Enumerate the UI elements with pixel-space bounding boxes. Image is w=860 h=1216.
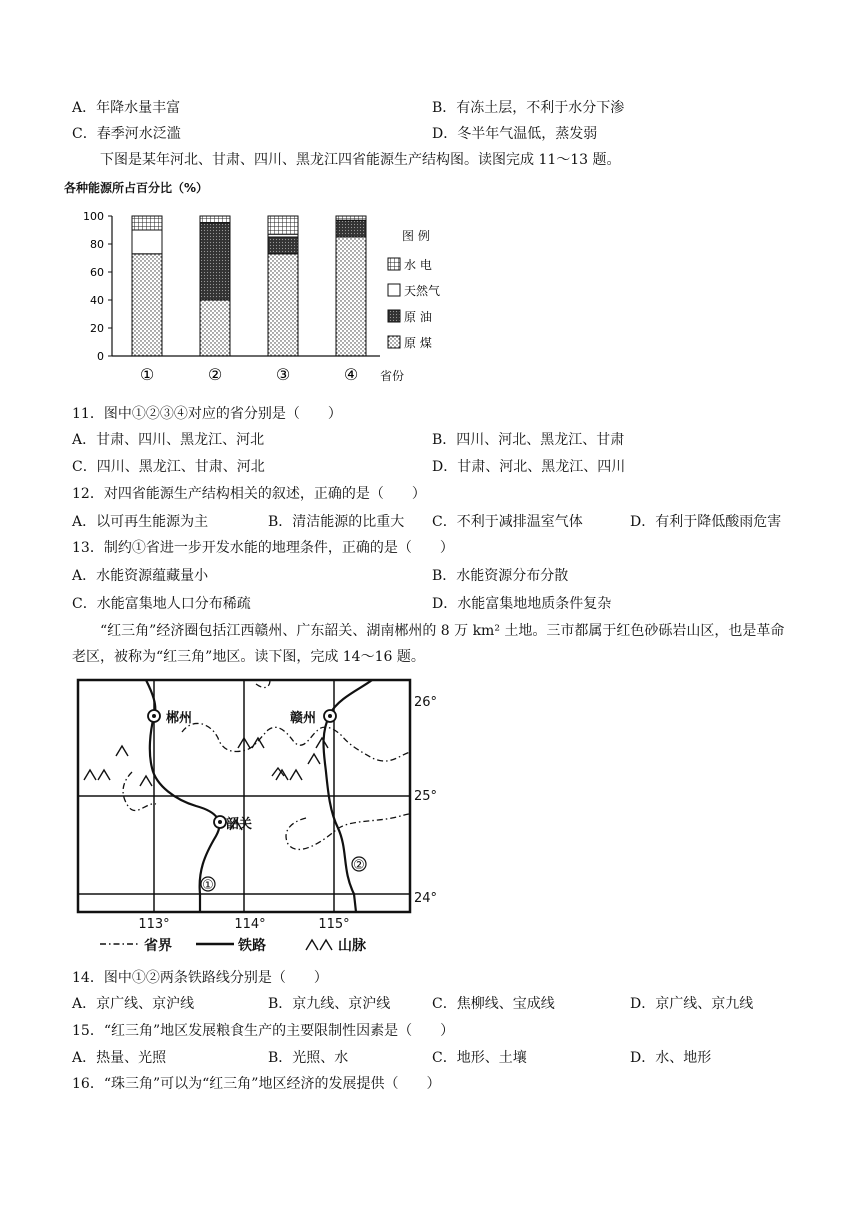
province-border-3 xyxy=(286,814,410,849)
y-tick-label-100: 100 xyxy=(83,210,104,223)
q13-option-a: A．水能资源蕴藏量小 xyxy=(72,568,209,584)
red-triangle-map xyxy=(72,672,452,958)
q10-option-d: D．冬半年气温低，蒸发弱 xyxy=(432,126,598,142)
city-ganzhou-label: 赣州 xyxy=(290,711,317,726)
chart-ylabel: 各种能源所占百分比（%） xyxy=(64,181,209,195)
q12-stem: 12．对四省能源生产结构相关的叙述，正确的是（ ） xyxy=(72,486,426,502)
legend-swatch-1 xyxy=(388,258,400,270)
bar-4-series-2 xyxy=(336,220,366,237)
q11-option-c: C．四川、黑龙江、甘肃、河北 xyxy=(72,459,265,475)
legend-label-3: 原 油 xyxy=(404,310,432,324)
city-ganzhou-marker xyxy=(324,710,336,722)
province-border-2 xyxy=(123,772,156,811)
lon-label-113: 113° xyxy=(138,917,170,932)
x-tick-label-2: ② xyxy=(207,365,223,384)
q15-option-c: C．地形、土壤 xyxy=(432,1050,527,1066)
q14-option-b: B．京九线、京沪线 xyxy=(268,996,391,1012)
q16-stem: 16．“珠三角”可以为“红三角”地区经济的发展提供（ ） xyxy=(72,1076,441,1092)
q14-option-d: D．京广线、京九线 xyxy=(630,996,754,1012)
q13-option-c: C．水能富集地人口分布稀疏 xyxy=(72,596,251,612)
q14-stem: 14．图中①②两条铁路线分别是（ ） xyxy=(72,970,328,986)
bar-3-series-4 xyxy=(268,216,298,234)
bar-3-series-1 xyxy=(268,254,298,356)
q11-option-b: B．四川、河北、黑龙江、甘肃 xyxy=(432,432,625,448)
mountain-7 xyxy=(316,738,328,748)
railway-1-label: ① xyxy=(202,878,214,893)
legend-border-label: 省界 xyxy=(144,938,172,954)
q12-option-c: C．不利于减排温室气体 xyxy=(432,514,583,530)
q15-option-a: A．热量、光照 xyxy=(72,1050,167,1066)
legend-title: 图 例 xyxy=(402,229,430,243)
legend-swatch-3 xyxy=(388,310,400,322)
x-tick-label-4: ④ xyxy=(343,365,359,384)
mountain-2 xyxy=(116,746,128,756)
q10-option-a: A．年降水量丰富 xyxy=(72,100,181,116)
y-tick-label-0: 0 xyxy=(97,350,104,363)
lat-label-24: 24° xyxy=(414,891,438,906)
intro-energy-chart: 下图是某年河北、甘肃、四川、黑龙江四省能源生产结构图。读图完成 11～13 题。 xyxy=(100,152,621,168)
city-shaoguan-label: 韶关 xyxy=(226,817,253,832)
railway-2-label: ② xyxy=(353,858,365,873)
lon-label-115: 115° xyxy=(318,917,350,932)
q13-stem: 13．制约①省进一步开发水能的地理条件，正确的是（ ） xyxy=(72,540,454,556)
q12-option-b: B．清洁能源的比重大 xyxy=(268,514,405,530)
q10-option-b: B．有冻土层，不利于水分下渗 xyxy=(432,100,625,116)
energy-structure-chart xyxy=(62,178,462,390)
q11-option-d: D．甘肃、河北、黑龙江、四川 xyxy=(432,459,626,475)
mountain-3 xyxy=(140,776,152,786)
bar-1-series-4 xyxy=(132,216,162,230)
y-tick-label-80: 80 xyxy=(90,238,104,251)
legend-railway-label: 铁路 xyxy=(238,938,266,954)
map-legend xyxy=(100,937,367,954)
y-tick-label-40: 40 xyxy=(90,294,104,307)
city-shaoguan-marker xyxy=(214,816,226,828)
bar-2-series-4 xyxy=(200,216,230,223)
bar-1-series-1 xyxy=(132,254,162,356)
chart-xlabel: 省份 xyxy=(380,369,405,383)
bar-3-series-2 xyxy=(268,237,298,254)
q12-option-a: A．以可再生能源为主 xyxy=(72,514,209,530)
city-chenzhou-marker xyxy=(148,710,160,722)
bar-1-series-3 xyxy=(132,230,162,254)
city-chenzhou-label: 郴州 xyxy=(166,711,193,726)
q13-option-b: B．水能资源分布分散 xyxy=(432,568,569,584)
y-tick-label-60: 60 xyxy=(90,266,104,279)
chart-legend xyxy=(388,228,440,350)
q12-option-d: D．有利于降低酸雨危害 xyxy=(630,514,782,530)
mountain-1 xyxy=(84,770,110,780)
q11-option-a: A．甘肃、四川、黑龙江、河北 xyxy=(72,432,265,448)
province-border-1 xyxy=(182,723,410,761)
y-tick-label-20: 20 xyxy=(90,322,104,335)
x-tick-label-3: ③ xyxy=(275,365,291,384)
bar-4-series-1 xyxy=(336,237,366,356)
legend-mountain-label: 山脉 xyxy=(338,938,366,954)
q15-option-b: B．光照、水 xyxy=(268,1050,349,1066)
bar-2-series-1 xyxy=(200,300,230,356)
bar-2-series-2 xyxy=(200,223,230,300)
legend-label-2: 天然气 xyxy=(404,284,441,298)
lon-label-114: 114° xyxy=(234,917,266,932)
q15-option-d: D．水、地形 xyxy=(630,1050,712,1066)
lat-label-25: 25° xyxy=(414,789,438,804)
q10-option-c: C．春季河水泛滥 xyxy=(72,126,181,142)
legend-label-4: 原 煤 xyxy=(404,336,432,350)
q13-option-d: D．水能富集地地质条件复杂 xyxy=(432,596,612,612)
legend-label-1: 水 电 xyxy=(404,258,432,272)
mountain-6 xyxy=(308,754,320,764)
q14-option-c: C．焦柳线、宝成线 xyxy=(432,996,555,1012)
x-tick-label-1: ① xyxy=(139,365,155,384)
lat-label-26: 26° xyxy=(414,695,438,710)
bar-4-series-4 xyxy=(336,216,366,220)
legend-swatch-4 xyxy=(388,336,400,348)
q11-stem: 11．图中①②③④对应的省分别是（ ） xyxy=(72,406,342,422)
q14-option-a: A．京广线、京沪线 xyxy=(72,996,195,1012)
legend-swatch-2 xyxy=(388,284,400,296)
intro-red-triangle: “红三角”经济圈包括江西赣州、广东韶关、湖南郴州的 8 万 km² 土地。三市都属于红色砂砾岩山区，也是革命老区，被称为“红三角”地区。读下图，完成 14～16 题。 xyxy=(72,623,785,665)
q15-stem: 15．“红三角”地区发展粮食生产的主要限制性因素是（ ） xyxy=(72,1023,455,1039)
